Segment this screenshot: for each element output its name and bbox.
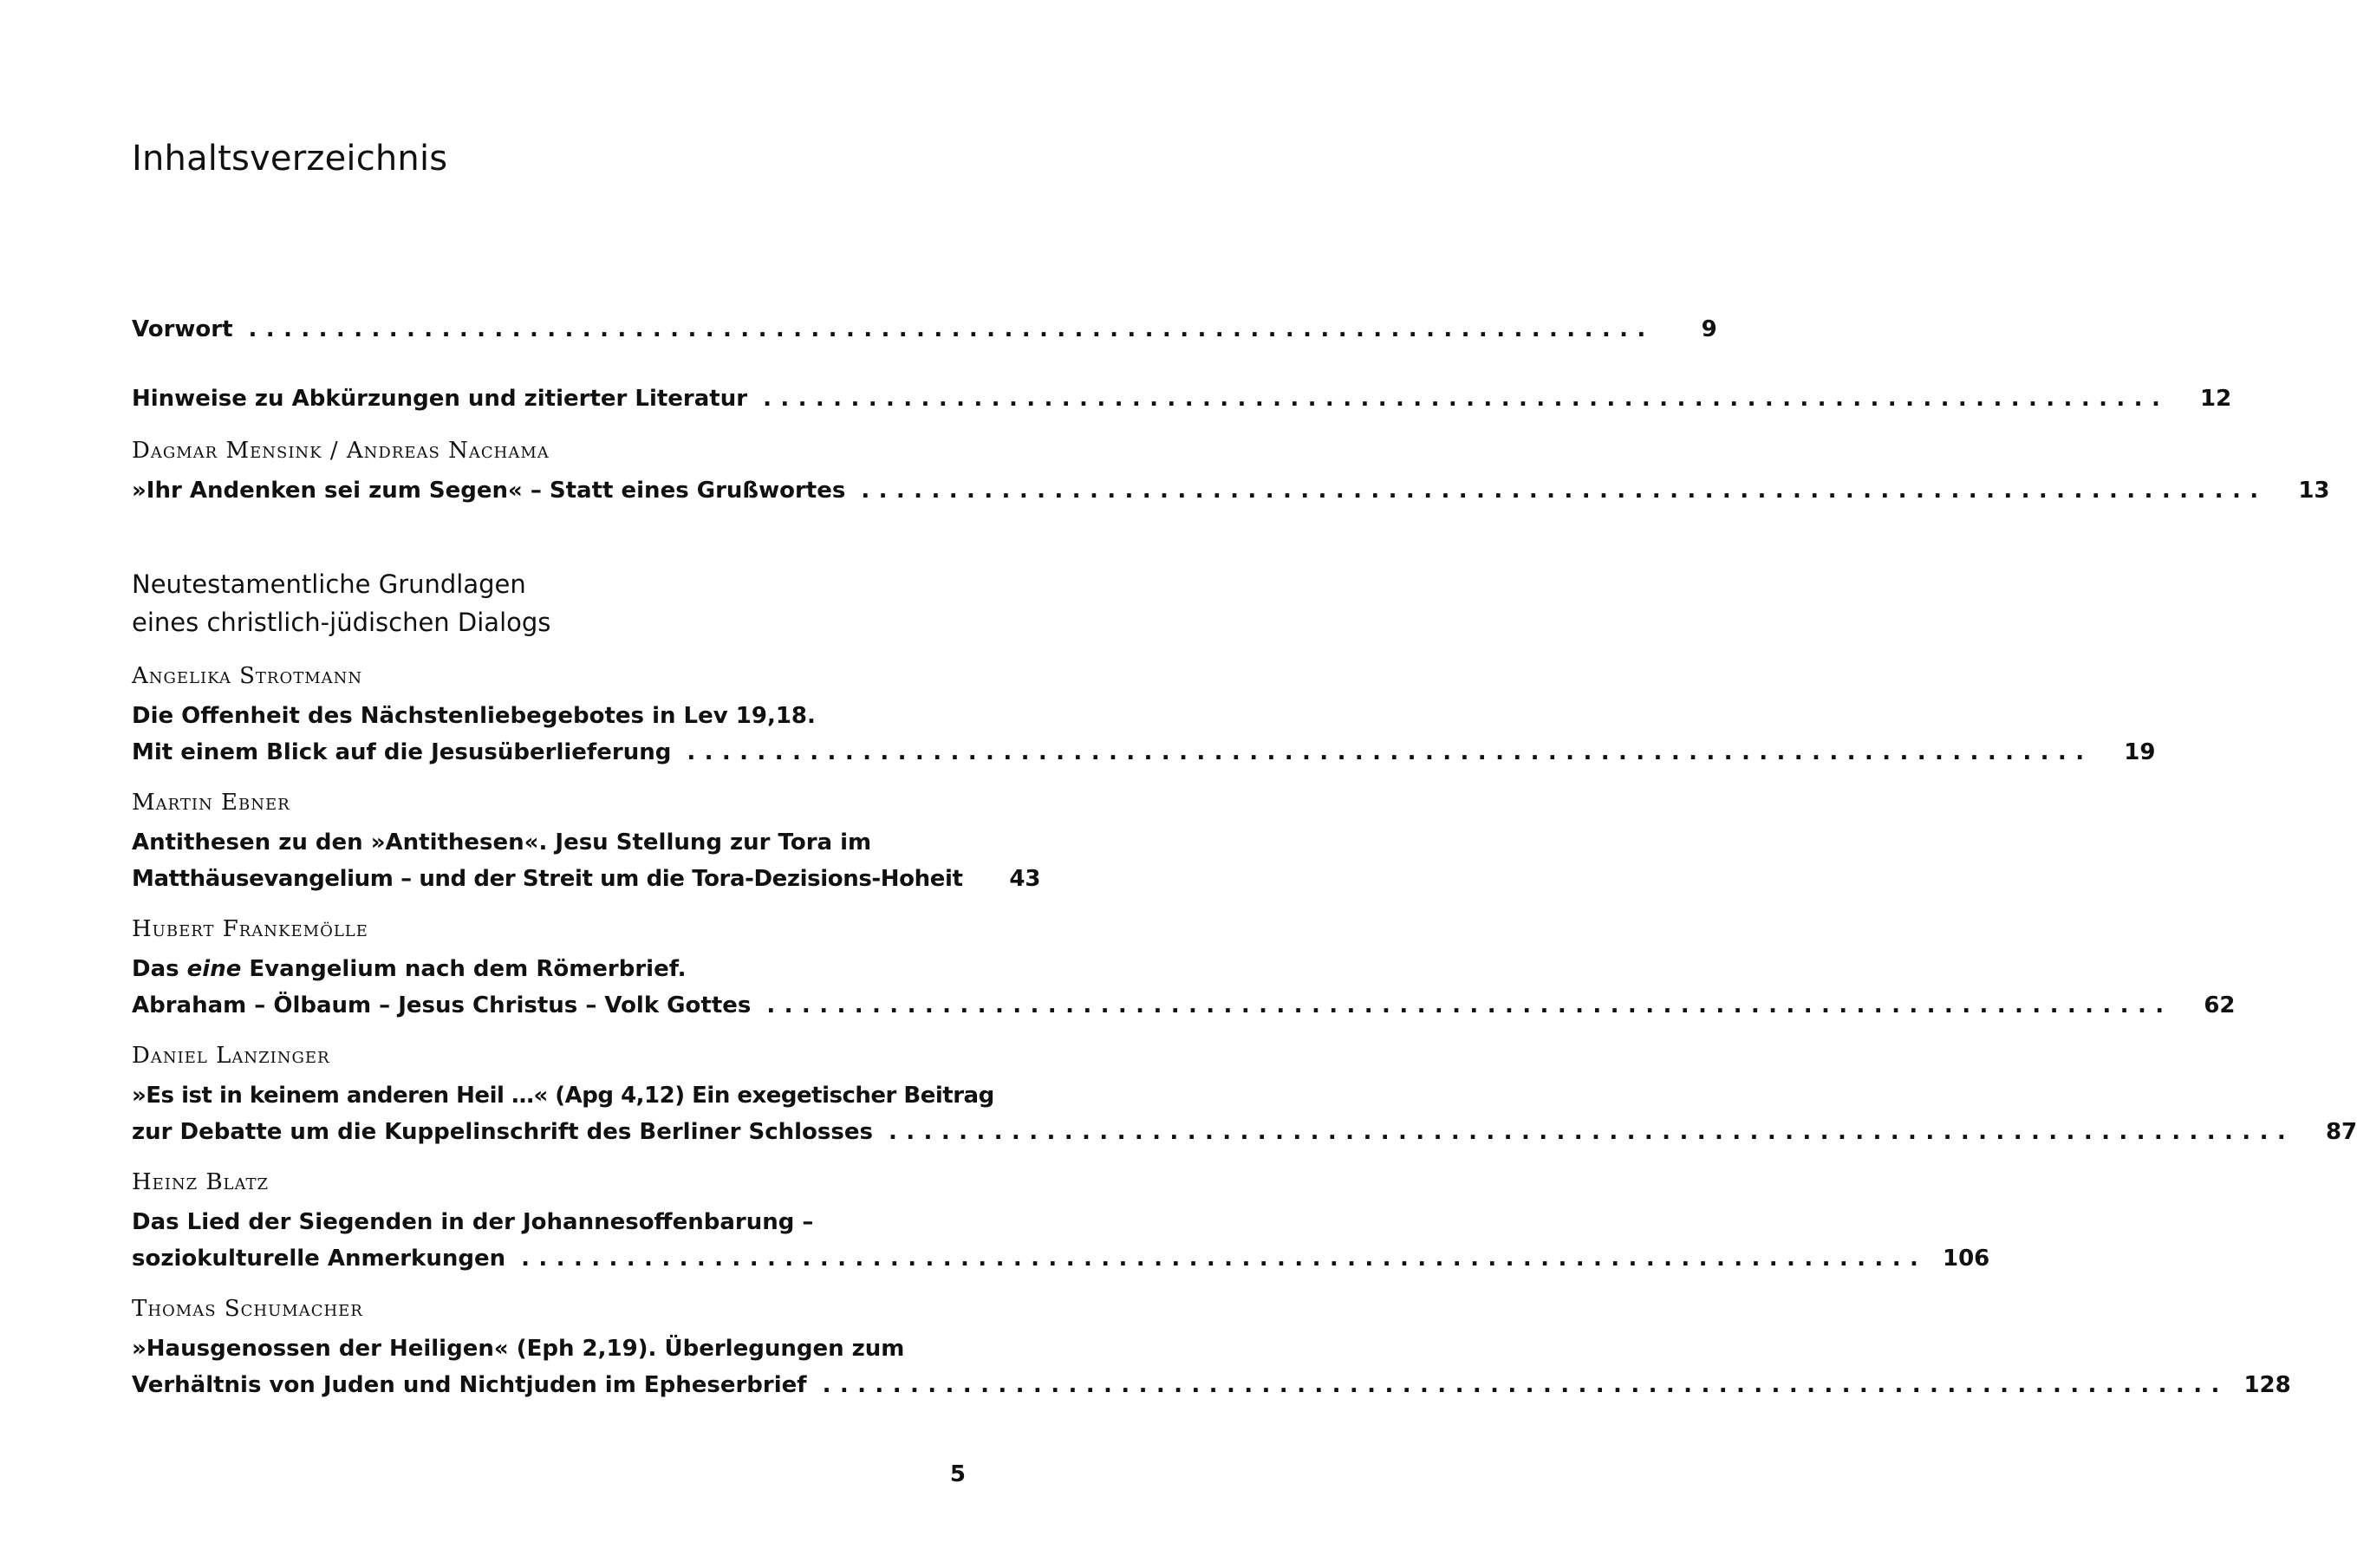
toc-entry-strotmann-line-1[interactable]: Die Offenheit des Nächstenliebegebotes in Lev 19,18. xyxy=(132,703,816,729)
dot-leader: ................................................................................ xyxy=(822,1372,2229,1398)
toc-entry-grusswort[interactable] xyxy=(132,473,2330,508)
title-part: Das xyxy=(132,956,187,982)
toc-page-number: 106 xyxy=(1942,1246,1990,1272)
toc-entry-title: Vorwort xyxy=(132,316,233,342)
toc-page-number: 9 xyxy=(1701,316,1717,342)
title-part: Evangelium nach dem Römerbrief. xyxy=(241,956,687,982)
toc-entry-strotmann[interactable] xyxy=(132,735,2156,770)
toc-entry-title: Verhältnis von Juden und Nichtjuden im Epheserbrief xyxy=(132,1372,807,1398)
author-lanzinger: Daniel Lanzinger xyxy=(132,1043,330,1069)
toc-page-number: 13 xyxy=(2298,478,2330,504)
dot-leader: ................................................................................ xyxy=(888,1119,2295,1145)
toc-page-number: 87 xyxy=(2325,1119,2357,1145)
toc-entry-ebner[interactable] xyxy=(132,862,1041,896)
section-heading-line-1: Neutestamentliche Grundlagen xyxy=(132,569,526,599)
author-mensink-nachama: Dagmar Mensink / Andreas Nachama xyxy=(132,438,550,464)
dot-leader: ................................................................................ xyxy=(248,316,1655,342)
author-ebner: Martin Ebner xyxy=(132,790,290,816)
toc-entry-schumacher-line-1[interactable]: »Hausgenossen der Heiligen« (Eph 2,19). Überlegungen zum xyxy=(132,1336,905,1362)
dot-leader: ................................................................................ xyxy=(766,992,2173,1018)
toc-entry-title: Mit einem Blick auf die Jesusüberlieferung xyxy=(132,739,672,765)
section-heading-line-2: eines christlich-jüdischen Dialogs xyxy=(132,608,551,637)
toc-page-number: 19 xyxy=(2124,739,2156,765)
toc-entry-title: Hinweise zu Abkürzungen und zitierter Literatur xyxy=(132,386,748,412)
dot-leader: ................................................................................ xyxy=(763,386,2170,412)
toc-entry-hinweise[interactable] xyxy=(132,381,2232,416)
toc-entry-vorwort[interactable] xyxy=(132,312,1717,347)
author-frankemoelle: Hubert Frankemölle xyxy=(132,916,368,942)
dot-leader: ................................................................................ xyxy=(687,739,2093,765)
toc-page-number: 12 xyxy=(2200,386,2232,412)
toc-page-number: 62 xyxy=(2204,992,2236,1018)
dot-leader: ................................................................................ xyxy=(521,1246,1928,1272)
toc-entry-lanzinger-line-1[interactable]: »Es ist in keinem anderen Heil …« (Apg 4,12) Ein exegetischer Beitrag xyxy=(132,1083,994,1109)
toc-entry-title: soziokulturelle Anmerkungen xyxy=(132,1246,506,1272)
toc-entry-blatz-line-1[interactable]: Das Lied der Siegenden in der Johannesoffenbarung – xyxy=(132,1209,814,1235)
toc-page-number: 128 xyxy=(2243,1372,2291,1398)
toc-entry-title: Abraham – Ölbaum – Jesus Christus – Volk Gottes xyxy=(132,992,752,1018)
toc-entry-ebner-line-1[interactable]: Antithesen zu den »Antithesen«. Jesu Stellung zur Tora im xyxy=(132,830,872,856)
toc-page-number: 43 xyxy=(1009,866,1041,892)
toc-entry-frankemoelle-line-1[interactable] xyxy=(132,952,687,986)
title-emphasis: eine xyxy=(186,956,242,982)
author-strotmann: Angelika Strotmann xyxy=(132,663,363,689)
author-blatz: Heinz Blatz xyxy=(132,1169,270,1195)
toc-entry-lanzinger[interactable] xyxy=(132,1115,2357,1149)
page-title: Inhaltsverzeichnis xyxy=(132,139,448,179)
author-schumacher: Thomas Schumacher xyxy=(132,1296,363,1322)
toc-entry-title: Matthäusevangelium – und der Streit um die Tora-Dezisions-Hoheit xyxy=(132,866,963,892)
dot-leader: ................................................................................ xyxy=(861,478,2268,504)
toc-entry-blatz[interactable] xyxy=(132,1241,1990,1276)
toc-entry-schumacher[interactable] xyxy=(132,1368,2291,1402)
toc-entry-frankemoelle[interactable] xyxy=(132,988,2236,1023)
page-number: 5 xyxy=(949,1461,966,1487)
toc-entry-title: zur Debatte um die Kuppelinschrift des Berliner Schlosses xyxy=(132,1119,873,1145)
toc-entry-title: »Ihr Andenken sei zum Segen« – Statt eines Grußwortes xyxy=(132,478,846,504)
